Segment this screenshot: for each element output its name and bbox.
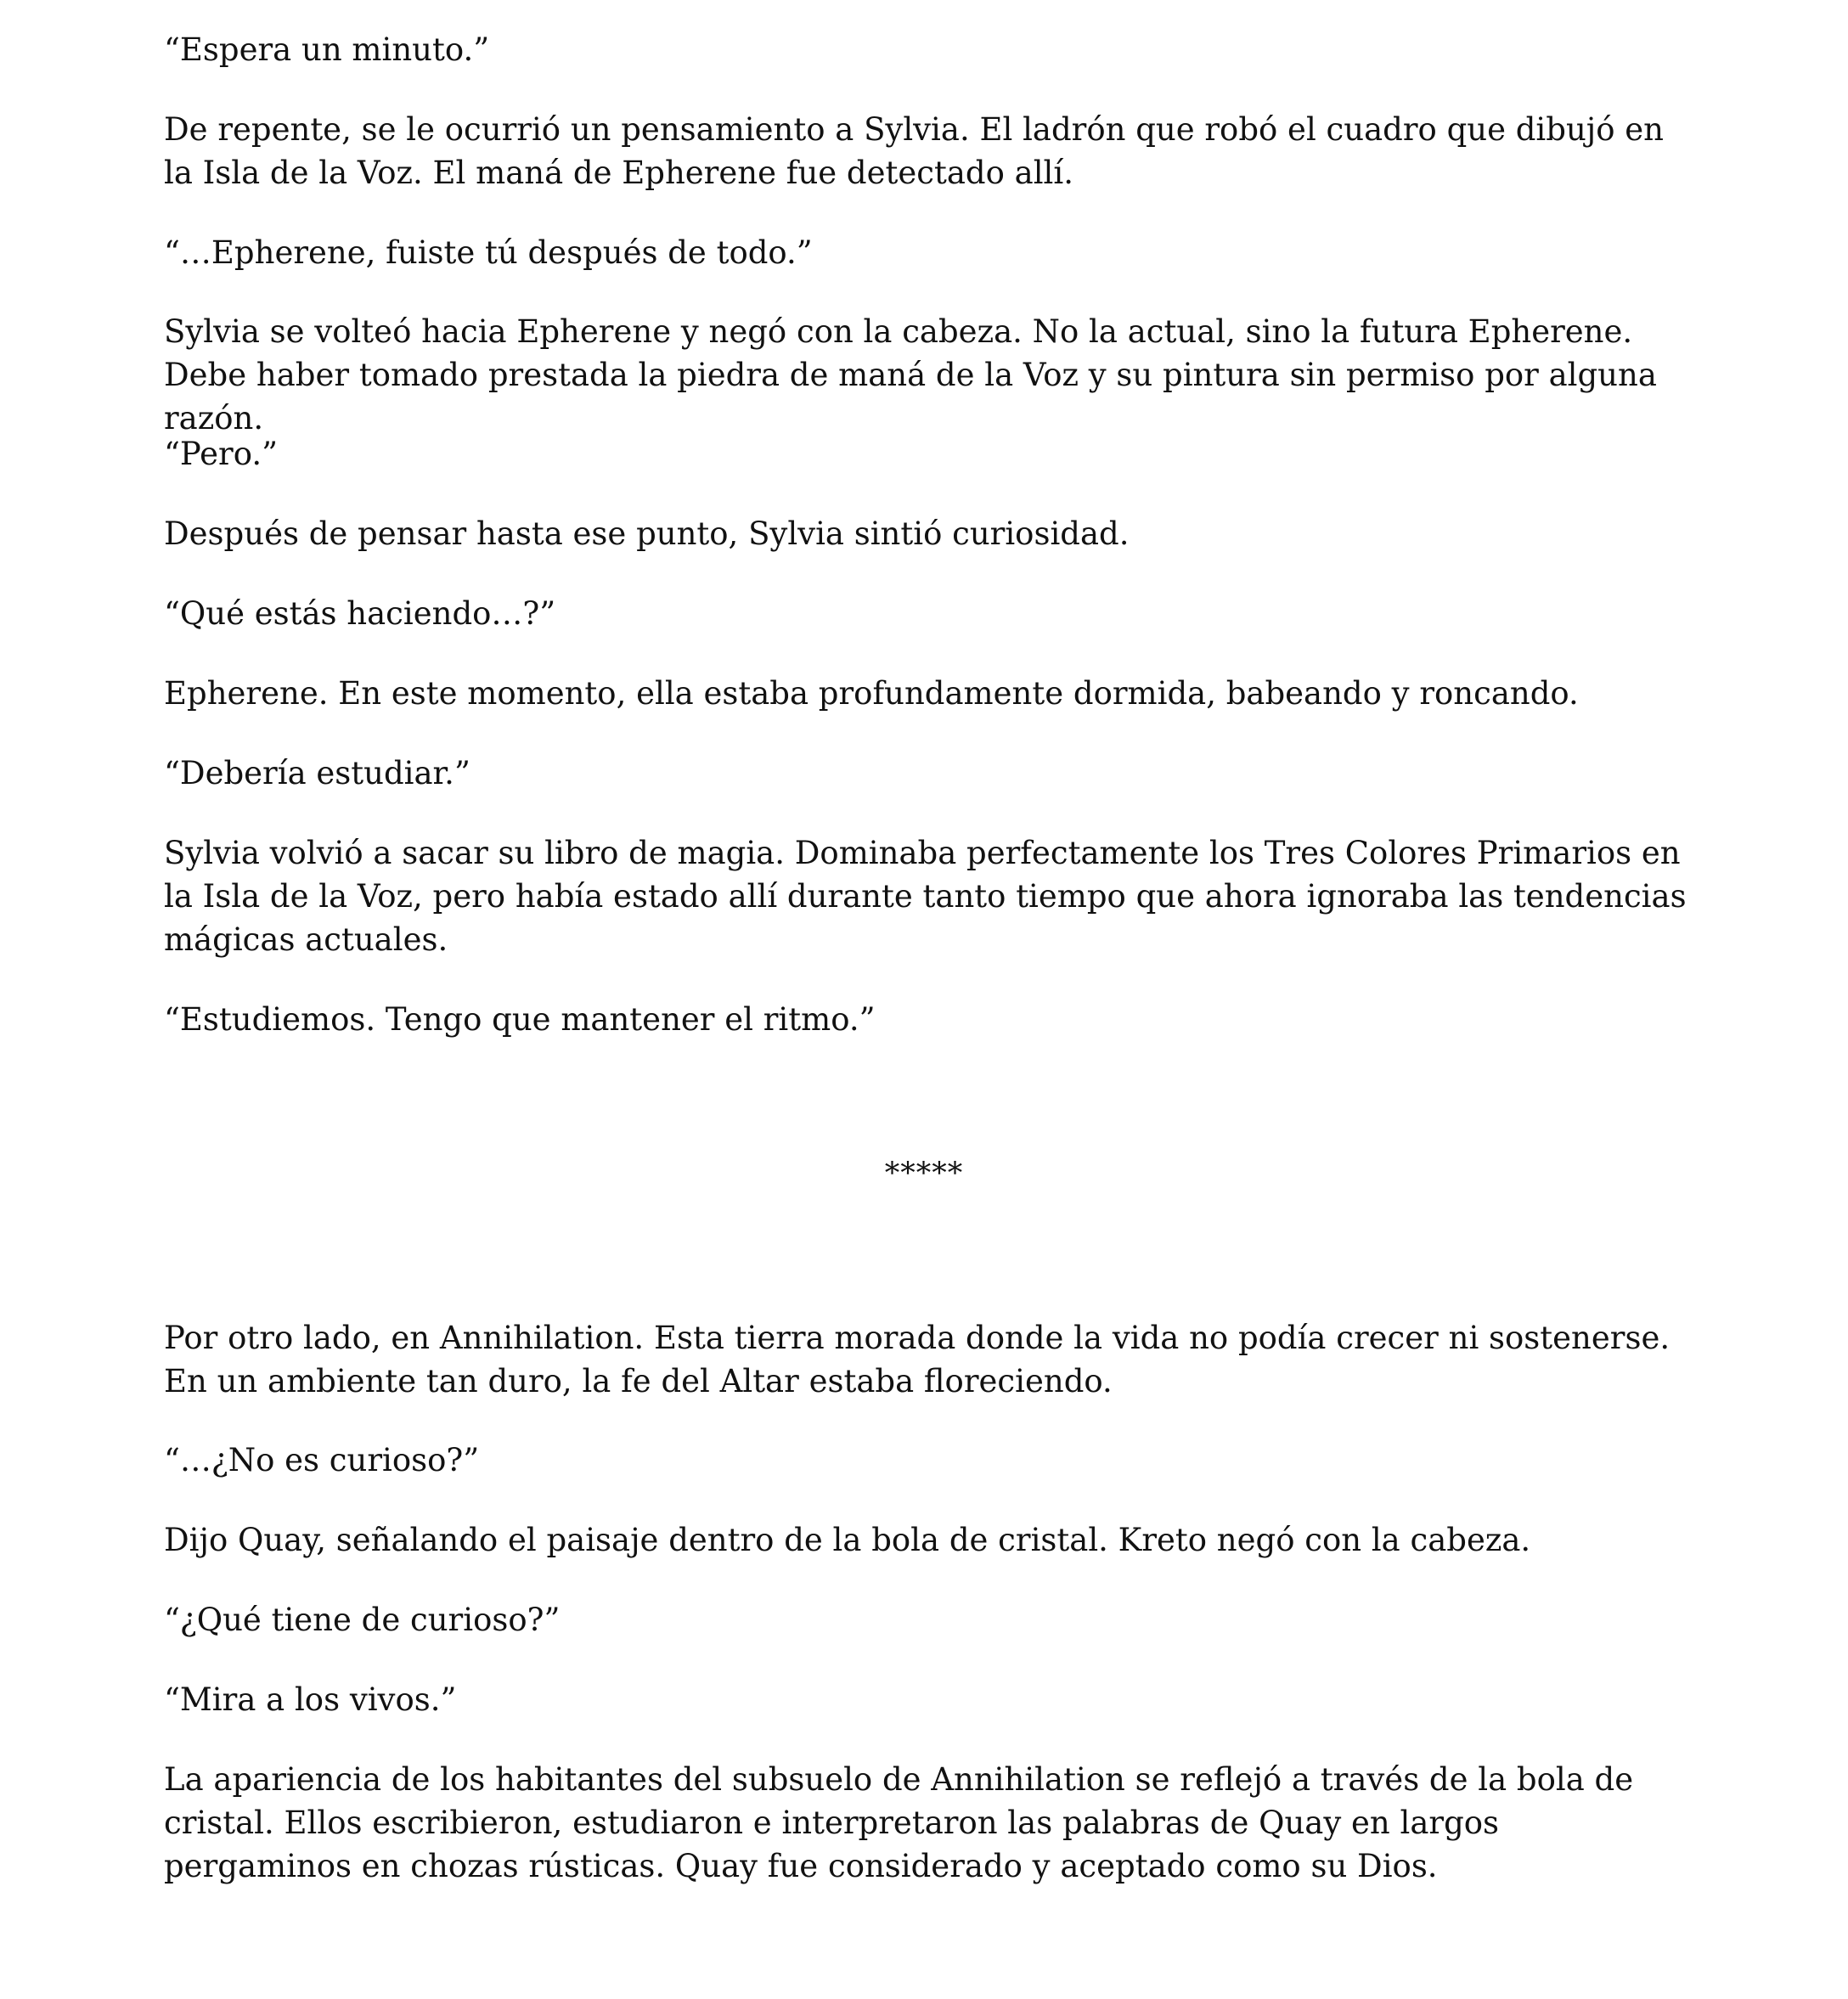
paragraph-2: De repente, se le ocurrió un pensamiento a Sylvia. El ladrón que robó el cuadro que dibujó en la Isla de la Voz. El maná de Epherene fue detectado allí. [164, 111, 1665, 191]
paragraph-9: “Debería estudiar.” [164, 755, 470, 791]
paragraph-3: “…Epherene, fuiste tú después de todo.” [164, 234, 813, 271]
paragraph-13: “…¿No es curioso?” [164, 1442, 480, 1478]
paragraph-10: Sylvia volvió a sacar su libro de magia. Dominaba perfectamente los Tres Colores Primarios en la Isla de la Voz, pero había estado allí durante tanto tiempo que ahora ignoraba las tendencias mágicas actuales. [164, 835, 1687, 958]
paragraph-7: “Qué estás haciendo…?” [164, 595, 556, 632]
paragraph-4: Sylvia se volteó hacia Epherene y negó con la cabeza. No la actual, sino la futura Epherene. Debe haber tomado prestada la piedra de maná de la Voz y su pintura sin permiso por alguna razón. [164, 313, 1657, 436]
paragraph-14: Dijo Quay, señalando el paisaje dentro de la bola de cristal. Kreto negó con la cabeza. [164, 1522, 1531, 1558]
paragraph-12: Por otro lado, en Annihilation. Esta tierra morada donde la vida no podía crecer ni sostenerse. En un ambiente tan duro, la fe del Altar estaba floreciendo. [164, 1320, 1671, 1399]
paragraph-8: Epherene. En este momento, ella estaba profundamente dormida, babeando y roncando. [164, 675, 1579, 712]
scene-break: ***** [884, 1157, 964, 1191]
paragraph-15: “¿Qué tiene de curioso?” [164, 1602, 561, 1638]
paragraph-1: “Espera un minuto.” [164, 31, 490, 68]
paragraph-17: La apariencia de los habitantes del subsuelo de Annihilation se reflejó a través de la bola de cristal. Ellos escribieron, estudiaron e interpretaron las palabras de Quay en largos pergaminos en chozas rústicas. Quay fue considerado y aceptado como su Dios. [164, 1761, 1634, 1884]
paragraph-16: “Mira a los vivos.” [164, 1681, 457, 1718]
paragraph-6: Después de pensar hasta ese punto, Sylvia sintió curiosidad. [164, 515, 1130, 552]
paragraph-5: “Pero.” [164, 436, 279, 472]
paragraph-11: “Estudiemos. Tengo que mantener el ritmo.” [164, 1001, 876, 1038]
